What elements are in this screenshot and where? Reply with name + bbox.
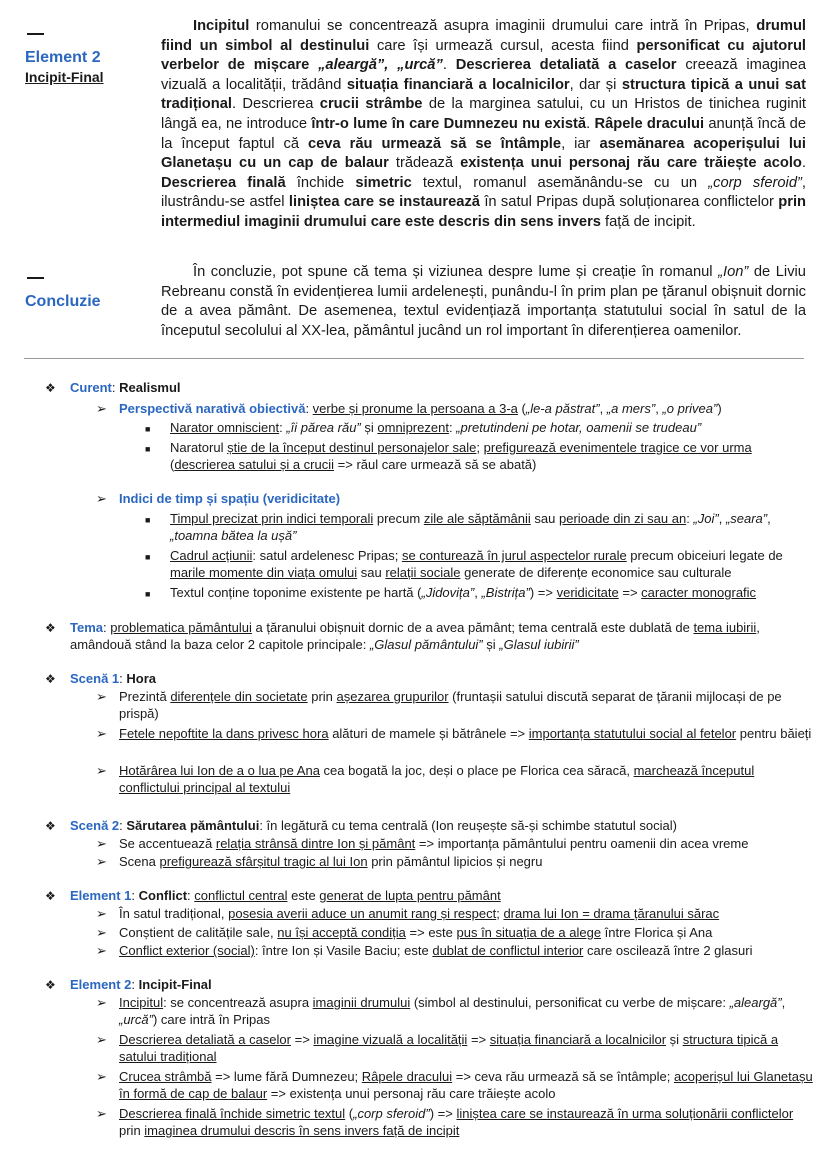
text-run: , — [655, 401, 663, 416]
text-run: Tema — [70, 620, 103, 635]
arrow-bullet-icon: ➢ — [96, 689, 107, 704]
text-run: Element 2 — [70, 977, 132, 992]
text-run: prin pământul lipicios și negru — [367, 854, 543, 869]
text-run: „seara” — [725, 511, 768, 526]
text-run: descrierea satului și a crucii — [174, 457, 335, 473]
text-run: „urcă” — [119, 1012, 153, 1028]
text-run: ) care intră în Pripas — [152, 1012, 270, 1028]
text-run: situația financiară a localnicilor — [489, 1032, 667, 1047]
text-run: nu își acceptă condiția — [277, 925, 406, 940]
text-run: : între Ion și Vasile Baciu; este — [254, 943, 433, 958]
text-run: : — [448, 420, 457, 435]
arrow-bullet-icon: ➢ — [96, 726, 107, 741]
text-run: Cadrul acțiunii — [170, 548, 253, 563]
paragraph-text — [161, 263, 806, 341]
text-run: textul, romanul asemănându-se cu un — [411, 174, 709, 191]
text-run: „corp sferoid” — [353, 1106, 430, 1121]
arrow-bullet-icon: ➢ — [96, 925, 107, 940]
text-run: într-o lume în care Dumnezeu nu există — [311, 115, 587, 132]
note-item — [119, 688, 814, 723]
text-run: generat de lupta pentru pământ — [319, 888, 501, 903]
text-run: pentru băieți — [736, 726, 812, 741]
text-run: ( — [517, 401, 526, 416]
text-run: Conflict — [138, 888, 188, 903]
text-run: imaginea drumului descris în sens invers față de incipit — [144, 1123, 460, 1139]
text-run: Indici de timp și spațiu (veridicitate) — [119, 491, 341, 506]
arrow-bullet-icon: ➢ — [96, 854, 107, 869]
text-run: : — [187, 888, 195, 903]
note-item — [119, 853, 814, 870]
text-run: cea bogată la joc, deși o place pe Florica cea săracă, — [319, 763, 634, 778]
note-item — [119, 762, 814, 797]
note-subheading — [119, 400, 814, 417]
text-run: în satul Pripas după soluționarea conflictelor — [479, 194, 779, 211]
text-run: omniprezent — [377, 420, 449, 435]
arrow-bullet-icon: ➢ — [96, 763, 107, 778]
arrow-bullet-icon: ➢ — [96, 1106, 107, 1121]
text-run: „îi părea rău” — [286, 420, 361, 435]
text-run: acoperișul lui Glanetașu în formă de cap de balaur — [119, 1069, 813, 1102]
text-run: este — [287, 888, 320, 903]
text-run: tema iubirii — [693, 620, 757, 635]
text-run: prin — [307, 689, 337, 704]
text-run: (simbol al destinului, personificat cu verbe de mișcare: — [410, 995, 730, 1010]
diamond-bullet-icon: ❖ — [45, 621, 56, 635]
text-run: generate de diferențe economice sau culturale — [460, 565, 732, 581]
text-run: prefigurează evenimentele tragice ce vor urma — [483, 440, 752, 455]
text-run: , iar — [561, 135, 600, 152]
text-run: : — [131, 977, 139, 992]
text-run: drumul fiind un simbol al destinului — [161, 18, 806, 54]
note-item — [119, 1105, 814, 1140]
text-run: „aleargă”, „urcă” — [318, 57, 443, 74]
text-run: importanța statutului social al fetelor — [528, 726, 737, 741]
text-run: sau — [530, 511, 559, 526]
text-run: => este — [405, 925, 457, 940]
text-run: Se accentuează — [119, 836, 216, 851]
text-run: crucii strâmbe — [319, 96, 423, 113]
text-run: diferențele din societate — [170, 689, 308, 704]
note-item — [170, 547, 810, 582]
text-run: caracter monografic — [641, 585, 757, 600]
note-item — [119, 942, 814, 959]
text-run: verbe și pronume la persoana a 3-a — [312, 401, 518, 416]
square-bullet-icon: ■ — [145, 589, 151, 599]
text-run: „aleargă” — [729, 995, 782, 1010]
text-run: => existența unui personaj rău care trăiește acolo — [267, 1086, 556, 1102]
text-run: și — [666, 1032, 683, 1047]
diamond-bullet-icon: ❖ — [45, 819, 56, 833]
note-item — [119, 1068, 814, 1103]
text-run: Prezintă — [119, 689, 171, 704]
text-run: Scenă 1 — [70, 671, 120, 686]
text-run: : — [103, 620, 111, 635]
text-run: => — [618, 585, 642, 600]
text-run: Naratorul — [170, 440, 228, 455]
text-run: relația strânsă dintre Ion și pământ — [215, 836, 416, 851]
text-run: Timpul precizat prin indici temporali — [170, 511, 374, 526]
text-run: : — [305, 401, 313, 416]
arrow-bullet-icon: ➢ — [96, 836, 107, 851]
text-run: închide — [285, 174, 356, 191]
note-heading — [70, 379, 810, 396]
text-run: , — [767, 511, 771, 526]
text-run: situația financiară a localnicilor — [346, 76, 570, 93]
section-dash — [27, 33, 44, 35]
note-item — [170, 439, 810, 474]
text-run: relații sociale — [385, 565, 461, 581]
text-run: veridicitate — [556, 585, 619, 600]
note-heading — [70, 887, 810, 904]
note-item — [170, 419, 810, 436]
text-run: „Joi” — [693, 511, 719, 526]
text-run: ) => — [529, 585, 557, 600]
text-run: și — [482, 637, 500, 653]
text-run: „Ion” — [718, 264, 749, 280]
text-run: simetric — [355, 174, 412, 191]
text-run: „toamna bătea la ușă” — [170, 528, 297, 544]
text-run: : — [131, 888, 139, 903]
diamond-bullet-icon: ❖ — [45, 672, 56, 686]
text-run: Râpele dracului — [361, 1069, 453, 1084]
text-run: Conștient de calitățile sale, — [119, 925, 278, 940]
text-run: ( — [345, 1106, 354, 1121]
text-run: „o privea” — [662, 401, 718, 416]
text-run: Sărutarea pământului — [126, 818, 260, 833]
text-run: În concluzie, pot spune că tema și viziunea despre lume și creație în romanul — [193, 264, 719, 280]
note-item — [119, 1031, 814, 1066]
text-run: personificat cu ajutorul verbelor de mișcare — [161, 37, 807, 74]
text-run: . — [442, 57, 456, 74]
note-item — [119, 835, 814, 852]
text-run: => ceva rău urmează să se întâmple; — [452, 1069, 674, 1084]
text-run: conflictul central — [194, 888, 288, 903]
text-run: liniștea care se instaurează în urma soluționării conflictelor — [456, 1106, 794, 1121]
text-run: Crucea strâmbă — [119, 1069, 212, 1084]
text-run: precum — [373, 511, 424, 526]
text-run: drama lui Ion = drama țăranului sărac — [503, 906, 720, 921]
text-run: imaginii drumului — [312, 995, 411, 1010]
text-run: structura tipică a unui sat tradițional — [161, 76, 806, 113]
note-item — [170, 510, 810, 545]
text-run: prefigurează sfârșitul tragic al lui Ion — [159, 854, 368, 869]
text-run: „Bistrița” — [481, 585, 530, 600]
text-run: știe de la început destinul personajelor sale — [227, 440, 477, 455]
text-run: În satul tradițional, — [119, 906, 229, 921]
text-run: creează imaginea vizuală a localității, trădând — [161, 57, 806, 93]
text-run: Conflict exterior (social) — [119, 943, 255, 958]
section-label: Concluzie — [25, 293, 101, 310]
text-run: față de incipit. — [600, 213, 696, 230]
note-item — [119, 905, 814, 922]
arrow-bullet-icon: ➢ — [96, 1032, 107, 1047]
text-run: imagine vizuală a localității — [313, 1032, 468, 1047]
note-item — [119, 924, 814, 941]
text-run: și — [360, 420, 378, 435]
diamond-bullet-icon: ❖ — [45, 889, 56, 903]
text-run: Narator omniscient — [170, 420, 280, 435]
text-run: => lume fără Dumnezeu; — [211, 1069, 362, 1084]
square-bullet-icon: ■ — [145, 424, 151, 434]
note-heading — [70, 670, 810, 687]
text-run: „Glasul pământului” — [369, 637, 483, 653]
text-run: trădează — [388, 155, 461, 172]
text-run: anunță încă de la început faptul că — [161, 115, 807, 152]
section-sublabel: Incipit-Final — [25, 69, 104, 85]
text-run: : în legătură cu tema centrală (Ion reușește să-și schimbe statutul social) — [259, 818, 677, 833]
note-item — [119, 725, 814, 742]
square-bullet-icon: ■ — [145, 552, 151, 562]
arrow-bullet-icon: ➢ — [96, 401, 107, 416]
text-run: alături de mamele și bătrânele => — [328, 726, 529, 741]
section-label: Element 2 — [25, 49, 101, 66]
text-run: ; — [496, 906, 504, 921]
note-item — [119, 994, 814, 1029]
text-run: Realismul — [119, 380, 181, 395]
square-bullet-icon: ■ — [145, 515, 151, 525]
text-run: => — [467, 1032, 490, 1047]
text-run: Incipitul — [119, 995, 164, 1010]
text-run: se conturează în jurul aspectelor rurale — [401, 548, 627, 563]
text-run: precum obiceiuri legate de — [626, 548, 783, 563]
text-run: : — [119, 671, 127, 686]
text-run: ; — [476, 440, 484, 455]
text-run: romanului se concentrează asupra imaginii drumului care intră în Pripas, — [249, 18, 757, 34]
arrow-bullet-icon: ➢ — [96, 943, 107, 958]
square-bullet-icon: ■ — [145, 444, 151, 454]
arrow-bullet-icon: ➢ — [96, 995, 107, 1010]
text-run: așezarea grupurilor — [336, 689, 449, 704]
section-paragraph — [161, 263, 806, 341]
text-run: între Florica și Ana — [601, 925, 713, 940]
text-run: liniștea care se instaurează — [288, 194, 480, 211]
text-run: structura tipică a satului tradițional — [119, 1032, 779, 1065]
text-run: . Descrierea — [232, 96, 320, 113]
text-run: care își urmează cursul, acesta fiind — [369, 37, 637, 54]
diamond-bullet-icon: ❖ — [45, 978, 56, 992]
text-run: Descrierea finală — [161, 174, 286, 191]
text-run: ( — [170, 457, 175, 473]
text-run: : — [686, 511, 694, 526]
text-run: de la marginea satului, cu un Hristos de tinichea ruginit lângă ea, ne introduce — [161, 96, 806, 132]
section-paragraph — [161, 17, 806, 233]
text-run: „Jidovița” — [421, 585, 475, 600]
text-run: prin intermediul imaginii drumului care este descris din sens invers — [161, 194, 807, 230]
text-run: ) => — [429, 1106, 457, 1121]
text-run: marile momente din viața omului — [170, 565, 358, 581]
arrow-bullet-icon: ➢ — [96, 491, 107, 506]
text-run: Incipit-Final — [138, 977, 212, 992]
text-run: Scenă 2 — [70, 818, 120, 833]
text-run: Descrierea detaliată a caselor — [455, 57, 677, 74]
text-run: , — [718, 511, 726, 526]
text-run: , — [599, 401, 607, 416]
text-run: : — [111, 380, 120, 395]
text-run: „pretutindeni pe hotar, oamenii se trudeau” — [456, 420, 702, 435]
text-run: Râpele dracului — [594, 115, 705, 132]
arrow-bullet-icon: ➢ — [96, 906, 107, 921]
text-run: => — [290, 1032, 314, 1047]
text-run: : — [279, 420, 287, 435]
text-run: „a mers” — [606, 401, 656, 416]
text-run: (fruntașii satului discută separat de țăranii mijlocași de pe prispă) — [119, 689, 782, 722]
note-subheading — [119, 490, 814, 507]
text-run: Hotărârea lui Ion de a o lua pe Ana — [119, 763, 320, 778]
text-run: sau — [357, 565, 386, 581]
text-run: Fetele nepoftite la dans privesc hora — [119, 726, 329, 741]
text-run: : — [119, 818, 127, 833]
note-heading — [70, 619, 810, 654]
text-run: ceva rău urmează să se întâmple — [307, 135, 562, 152]
text-run: . — [586, 115, 595, 132]
text-run: Textul conține toponime existente pe hartă ( — [170, 585, 422, 600]
text-run: „le-a păstrat” — [525, 401, 600, 416]
text-run: : satul ardelenesc Pripas; — [252, 548, 402, 563]
divider — [24, 358, 804, 359]
note-heading — [70, 976, 810, 993]
note-heading — [70, 817, 810, 834]
text-run: Perspectivă narativă obiectivă — [119, 401, 306, 416]
text-run: Curent — [70, 380, 112, 395]
text-run: , dar și — [569, 76, 622, 93]
text-run: Incipitul — [193, 18, 250, 34]
text-run: existența unui personaj rău care trăiește acolo — [460, 155, 802, 172]
text-run: problematica pământului — [110, 620, 252, 635]
text-run: „Glasul iubirii” — [499, 637, 579, 653]
text-run: pus în situația de a alege — [456, 925, 602, 940]
note-item — [170, 584, 810, 601]
text-run: => importanța pământului pentru oamenii din acea vreme — [415, 836, 749, 851]
text-run: => răul care urmează să se abată) — [334, 457, 537, 473]
text-run: Descrierea finală închide simetric textul — [119, 1106, 346, 1121]
arrow-bullet-icon: ➢ — [96, 1069, 107, 1084]
text-run: ) — [717, 401, 722, 416]
text-run: de Liviu Rebreanu constă în evidențierea lumii ardelenești, punându-l în prim plan pe țăranul obișnuit dornic de a avea pământ. De asemenea, textul evidențiază importanța statutului social în satul de la începutul secolului al XX-lea, pământul jucând un rol important în diferențierea oamenilor. — [161, 264, 807, 339]
text-run: asemănarea acoperișului lui Glanetașu cu un cap de balaur — [161, 135, 806, 172]
text-run: „corp sferoid” — [708, 174, 802, 191]
section-dash — [27, 277, 44, 279]
text-run: dublat de conflictul interior — [432, 943, 584, 958]
text-run: posesia averii aduce un anumit rang și respect — [228, 906, 497, 921]
text-run: a țăranului obișnuit dornic de a avea pământ; tema centrală este dublată de — [251, 620, 694, 635]
text-run: , — [474, 585, 482, 600]
text-run: , ilustrându-se astfel — [161, 174, 806, 211]
text-run: perioade din zi sau an — [558, 511, 687, 526]
paragraph-text — [161, 17, 806, 233]
diamond-bullet-icon: ❖ — [45, 381, 56, 395]
text-run: Descrierea detaliată a caselor — [119, 1032, 291, 1047]
text-run: Scena — [119, 854, 160, 869]
text-run: Element 1 — [70, 888, 132, 903]
text-run: , amândouă stând la baza celor 2 capitole principale: — [70, 620, 760, 653]
text-run: : se concentrează asupra — [163, 995, 313, 1010]
text-run: , — [781, 995, 786, 1010]
text-run: zile ale săptămânii — [423, 511, 531, 526]
text-run: . — [801, 155, 806, 172]
text-run: marchează începutul conflictului principal al textului — [119, 763, 755, 796]
text-run: Hora — [126, 671, 157, 686]
text-run: prin — [119, 1123, 145, 1139]
text-run: care oscilează între 2 glasuri — [583, 943, 753, 958]
